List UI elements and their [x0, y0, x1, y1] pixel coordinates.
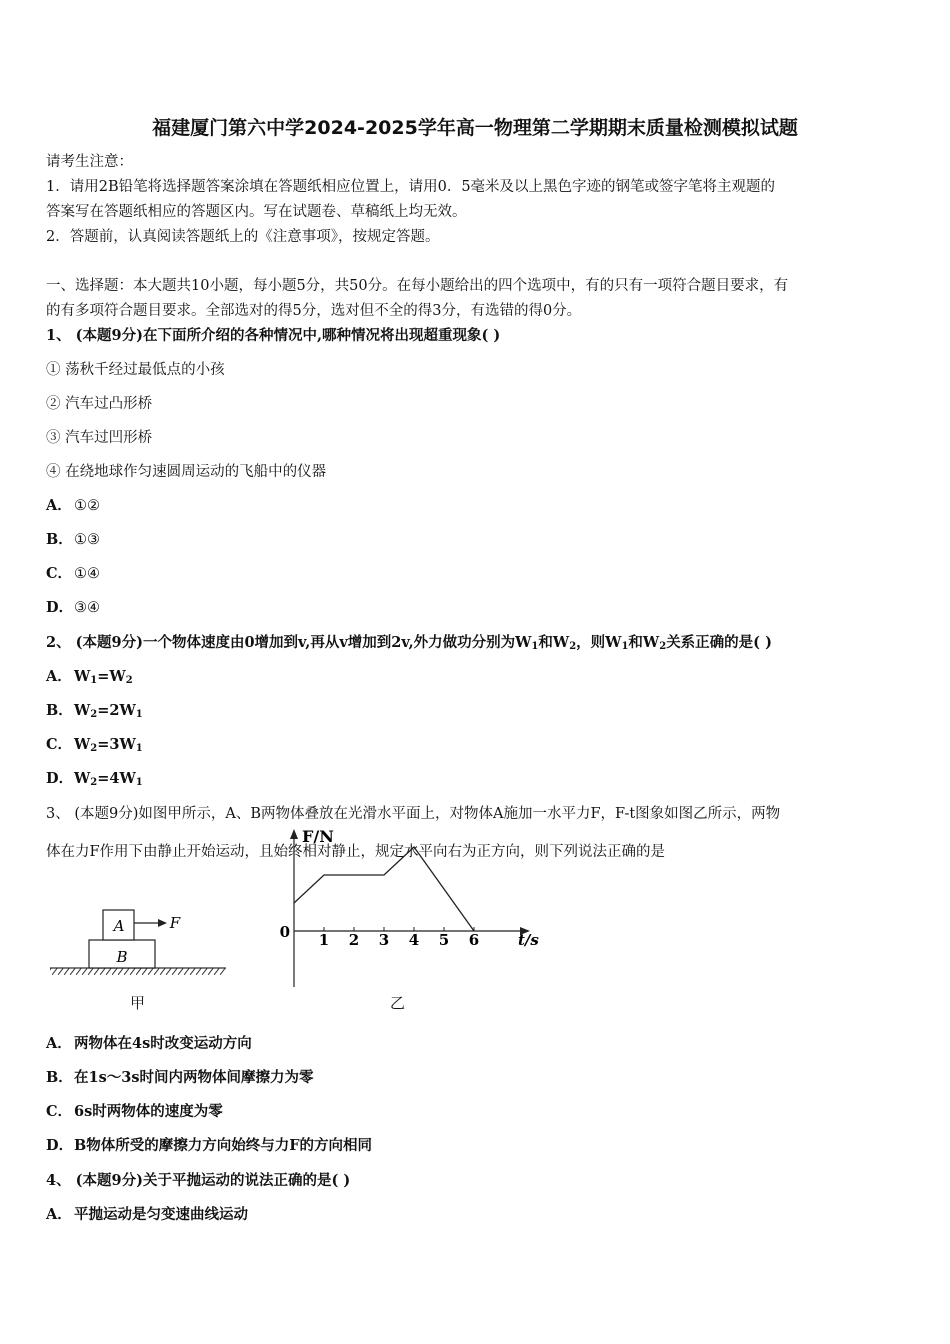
- origin-label: 0: [279, 923, 290, 941]
- x-tick-label: 4: [408, 931, 420, 949]
- question-3-option-b[interactable]: B．在1s～3s时间内两物体间摩擦力为零: [46, 1069, 314, 1086]
- x-axis-label: t/s: [518, 931, 539, 949]
- question-2-stem: 2、 (本题9分)一个物体速度由0增加到v,再从v增加到2v,外力做功分别为$W_1$和$W_2$，则$W_1$和$W_2$关系正确的是( ): [46, 634, 772, 652]
- y-axis-label: F/N: [302, 827, 334, 846]
- option-letter: C．: [46, 565, 73, 582]
- ft-chart: [270, 827, 540, 985]
- x-tick-label: 3: [378, 931, 390, 949]
- section-1-instructions-line-1: 一、选择题：本大题共10小题，每小题5分，共50分。在每小题给出的四个选项中，有的只有一项符合题目要求，有: [46, 278, 789, 294]
- notice-item-1-line-2: 答案写在答题纸相应的答题区内。写在试题卷、草稿纸上均无效。: [46, 204, 467, 220]
- x-tick-label: 2: [348, 931, 360, 949]
- question-1-option-c[interactable]: [46, 564, 100, 584]
- notice-item-1-line-1: 1．请用2B铅笔将选择题答案涂填在答题纸相应位置上，请用0．5毫米及以上黑色字迹的钢笔或签字笔将主观题的: [46, 179, 776, 195]
- question-1-stem: 1、 (本题9分)在下面所介绍的各种情况中,哪种情况将出现超重现象( ): [46, 327, 501, 344]
- question-2-option-b[interactable]: B．$W_2=2W_1$: [46, 702, 143, 720]
- force-label: F: [169, 914, 181, 932]
- page-title: 福建厦门第六中学2024-2025学年高一物理第二学期期末质量检测模拟试题: [152, 117, 798, 139]
- figure-jia-caption: 甲: [130, 994, 146, 1012]
- option-letter: A．: [46, 497, 72, 514]
- question-1-option-b[interactable]: [46, 530, 100, 550]
- question-3-option-a[interactable]: A． 两物体在4s时改变运动方向: [46, 1035, 252, 1052]
- x-tick-label: 1: [318, 931, 330, 949]
- question-4-option-a[interactable]: A． 平抛运动是匀变速曲线运动: [46, 1206, 248, 1223]
- figure-yi-caption: 乙: [390, 994, 406, 1012]
- block-b-label: B: [116, 948, 128, 966]
- question-3-option-c[interactable]: C． 6s时两物体的速度为零: [46, 1103, 223, 1120]
- option-letter: B．: [46, 531, 73, 548]
- question-2-option-d[interactable]: D．$W_2=4W_1$: [46, 770, 143, 788]
- question-3-stem-line-1: 3、 (本题9分)如图甲所示，A、B两物体叠放在光滑水平面上，对物体A施加一水平力F，F-t图象如图乙所示，两物: [46, 806, 781, 822]
- option-text: ①④: [74, 566, 100, 582]
- option-text: ①②: [74, 498, 100, 514]
- question-1-option-d[interactable]: [46, 598, 100, 618]
- x-tick-label: 5: [438, 931, 450, 949]
- question-1-option-a[interactable]: [46, 496, 100, 516]
- question-4-stem: 4、 (本题9分)关于平抛运动的说法正确的是( ): [46, 1172, 351, 1189]
- ground-hatch: [50, 968, 226, 975]
- question-2-option-a[interactable]: A． $W_1=W_2$: [46, 668, 133, 686]
- y-axis-arrowhead: [290, 829, 298, 839]
- question-3-stem-line-2: 体在力F作用下由静止开始运动，且始终相对静止，规定水平向右为正方向，则下列说法正确的是: [46, 844, 666, 860]
- question-2-option-c[interactable]: C． $W_2=3W_1$: [46, 736, 143, 754]
- figure-jia-blocks: [46, 895, 232, 985]
- force-arrowhead: [158, 919, 167, 927]
- option-text: ①③: [74, 532, 100, 548]
- option-text: ③④: [74, 600, 100, 616]
- question-3-option-d[interactable]: D．B物体所受的摩擦力方向始终与力F的方向相同: [46, 1137, 373, 1154]
- block-a-label: A: [113, 917, 125, 935]
- question-1-item-2: ② 汽车过凸形桥: [46, 396, 153, 412]
- question-1-item-3: ③ 汽车过凹形桥: [46, 430, 153, 446]
- section-1-instructions-line-2: 的有多项符合题目要求。全部选对的得5分，选对但不全的得3分，有选错的得0分。: [46, 303, 582, 319]
- question-1-item-1: ① 荡秋千经过最低点的小孩: [46, 362, 225, 378]
- notice-heading: 请考生注意：: [46, 154, 133, 170]
- notice-item-2: 2．答题前，认真阅读答题纸上的《注意事项》，按规定答题。: [46, 229, 440, 245]
- option-letter: D．: [46, 599, 74, 616]
- question-1-item-4: ④ 在绕地球作匀速圆周运动的飞船中的仪器: [46, 464, 327, 480]
- x-tick-label: 6: [468, 931, 480, 949]
